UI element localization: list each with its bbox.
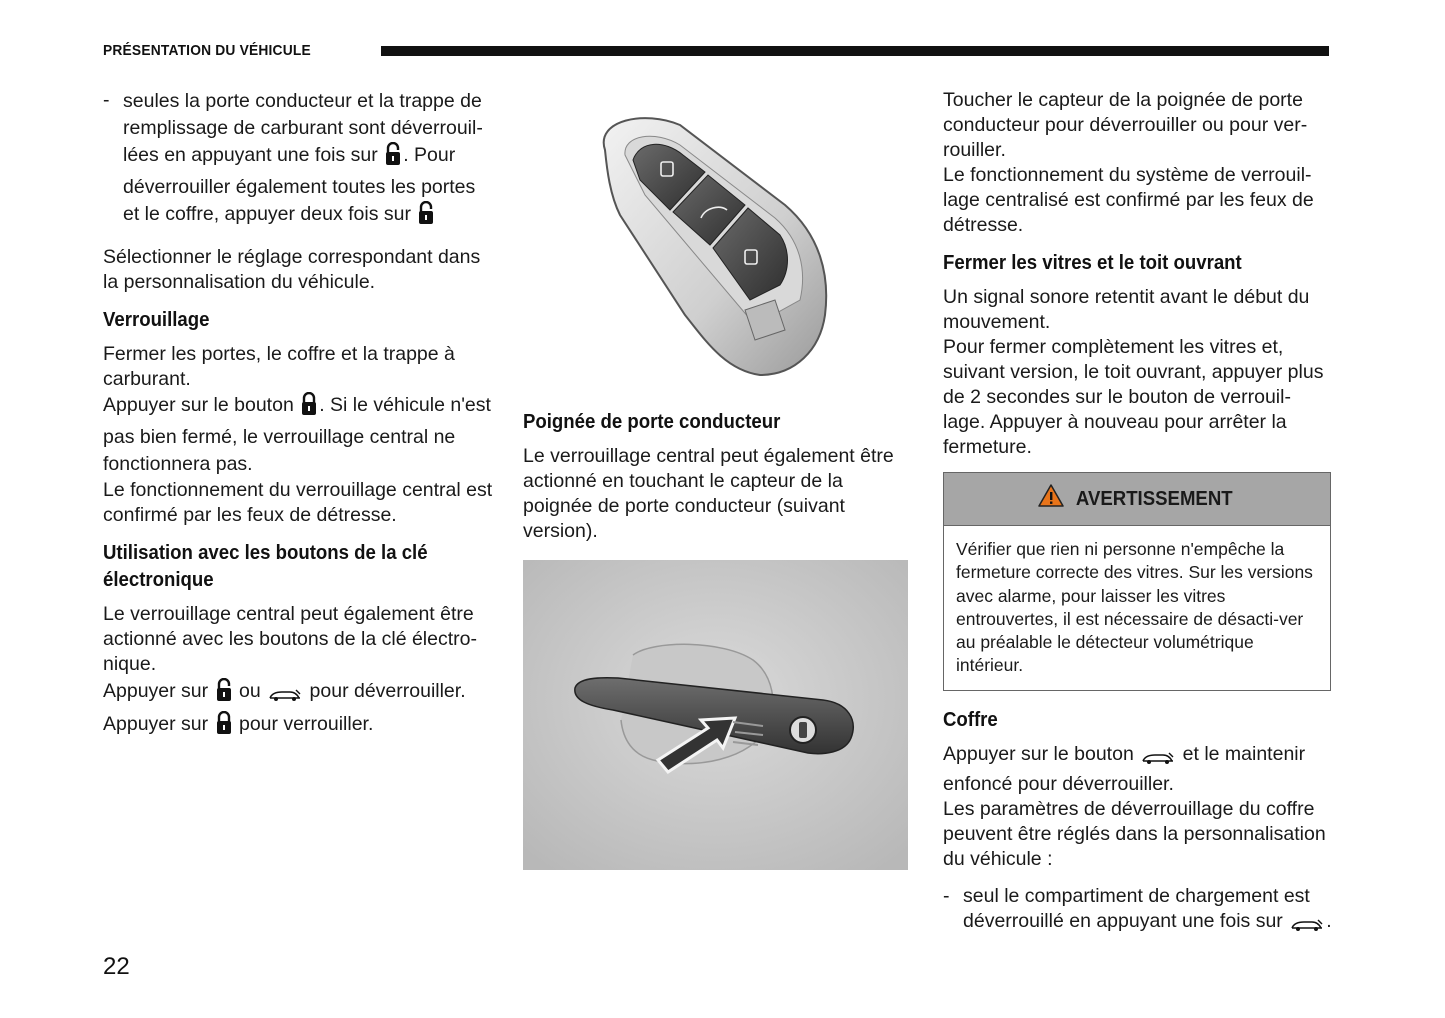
unlock-icon [216,678,232,710]
bullet-text: seul le compartiment de chargement est déverrouillé en appuyant une fois sur [963,884,1310,932]
paragraph: Le fonctionnement du système de verrouil-lage centralisé est confirmé par les feux de détresse. [943,164,1314,236]
paragraph: Toucher le capteur de la poignée de porte conducteur pour déverrouiller ou pour ver-rouiller. [943,89,1308,161]
column-middle [523,88,908,870]
lock-icon [301,392,317,424]
bullet-text-b: . Pour déverrouiller également toutes les portes et le coffre, appuyer deux fois sur [123,144,476,225]
heading-utilisation: Utilisation avec les boutons de la clé électronique [103,542,428,591]
paragraph: Un signal sonore retentit avant le début du mouvement. [943,286,1310,333]
paragraph [103,677,493,710]
car-trunk-icon [268,682,302,710]
bullet-dash: - [103,89,110,111]
header-title: PRÉSENTATION DU VÉHICULE [103,42,311,59]
car-trunk-icon [1290,914,1324,939]
door-handle-illustration [523,560,908,870]
column-left [103,88,493,743]
unlock-icon [418,201,434,233]
paragraph: Pour fermer complètement les vitres et, suivant version, le toit ouvrant, appuyer plus de 2 secondes sur le bouton de verrouil-lage. Appuyer à nouveau pour arrêter la fermeture. [943,336,1324,458]
heading-verrouillage: Verrouillage [103,309,210,331]
heading-coffre: Coffre [943,708,998,731]
paragraph: Sélectionner le réglage correspondant dans la personnalisation du véhicule. [103,246,481,293]
paragraph [103,710,493,743]
text: ou [238,680,261,702]
unlock-icon [385,142,401,174]
warning-triangle-icon [1038,484,1064,514]
text: pour déverrouiller. [309,680,466,702]
key-fob-illustration [585,100,845,385]
paragraph: Le verrouillage central peut également être actionné avec les boutons de la clé électro-nique. [103,603,477,675]
paragraph [943,742,1333,797]
bullet-dash: - [943,884,950,907]
list-item [103,88,493,233]
paragraph: Fermer les portes, le coffre et la trappe à carburant. [103,343,455,390]
text: pour verrouiller. [238,713,374,735]
lock-icon [216,711,232,743]
column-right [943,88,1333,939]
text: et le maintenir enfoncé pour déverrouiller. [943,742,1306,795]
header-rule [381,46,1329,56]
text: . [1326,909,1332,932]
text: Appuyer sur le bouton [103,394,294,416]
text: Appuyer sur [103,680,209,702]
text: Appuyer sur [103,713,209,735]
warning-box [943,472,1331,691]
page-number: 22 [103,953,130,980]
paragraph: Le fonctionnement du verrouillage central est confirmé par les feux de détresse. [103,479,493,526]
text: . Si le véhicule n'est pas bien fermé, le verrouillage central ne fonctionnera pas. [103,394,491,475]
warning-header [944,473,1330,526]
heading-vitres: Fermer les vitres et le toit ouvrant [943,252,1242,274]
bullet-text-a: seules la porte conducteur et la trappe de remplissage de carburant sont déverrouil-lées en appuyant une fois sur [123,90,483,166]
list-item [943,884,1333,939]
car-trunk-icon [1141,747,1175,772]
paragraph [103,392,493,478]
warning-text: Vérifier que rien ni personne n'empêche la fermeture correcte des vitres. Sur les versions avec alarme, pour laisser les vitres entrouvertes, il est nécessaire de désacti-ver au préalable le détecteur volumétrique intérieur. [956,539,1313,676]
text: Appuyer sur le bouton [943,742,1134,765]
heading-poignee: Poignée de porte conducteur [523,411,781,433]
paragraph: Les paramètres de déverrouillage du coffre peuvent être réglés dans la personnalisation du véhicule : [943,797,1326,870]
paragraph: Le verrouillage central peut également être actionné en touchant le capteur de la poignée de porte conducteur (suivant version). [523,445,894,542]
warning-title: AVERTISSEMENT [1075,487,1233,510]
